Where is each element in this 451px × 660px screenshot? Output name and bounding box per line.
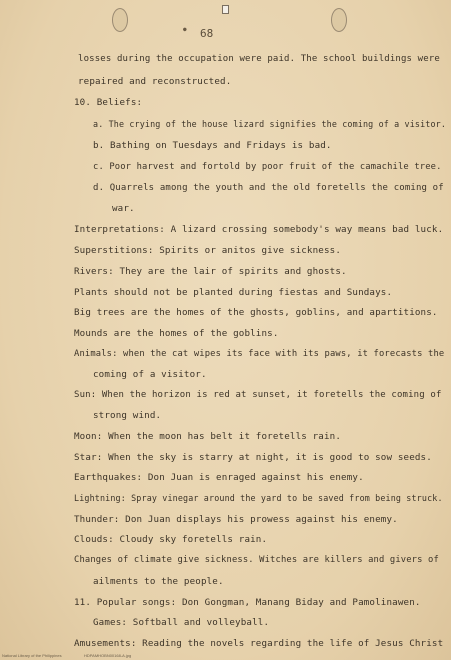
page-number: 68: [200, 27, 214, 40]
text-line: Rivers: They are the lair of spirits and ghosts.: [74, 266, 347, 277]
clip-mark: [222, 5, 229, 14]
text-line: Plants should not be planted during fiestas and Sundays.: [74, 287, 393, 298]
text-line: Big trees are the homes of the ghosts, goblins, and apartitions.: [74, 307, 438, 318]
text-line: Earthquakes: Don Juan is enraged against his enemy.: [74, 472, 364, 483]
list-item: c. Poor harvest and fortold by poor fruit of the camachile tree.: [93, 162, 442, 172]
text-line: war.: [112, 203, 135, 214]
text-line: Superstitions: Spirits or anitos give sickness.: [74, 245, 342, 256]
text-line: coming of a visitor.: [93, 369, 207, 380]
text-line: Thunder: Don Juan displays his prowess against his enemy.: [74, 514, 398, 525]
text-line: Changes of climate give sickness. Witches are killers and givers of: [74, 555, 439, 565]
text-line: Amusements: Reading the novels regarding the life of Jesus Christ: [74, 638, 444, 649]
text-line: losses during the occupation were paid. The school buildings were: [78, 54, 440, 64]
footer-filename: HDPAMHOBN00168-A.jpg: [84, 653, 132, 658]
text-line: Mounds are the homes of the goblins.: [74, 328, 279, 339]
text-line: Moon: When the moon has belt it foretells rain.: [74, 431, 342, 442]
list-item: d. Quarrels among the youth and the old foretells the coming of: [93, 183, 444, 193]
section-heading-popular-songs: 11. Popular songs: Don Gongman, Manang Biday and Pamolinawen.: [74, 597, 421, 608]
section-heading-beliefs: 10. Beliefs:: [74, 97, 143, 108]
footer-credit: National Library of the Philippines: [2, 653, 62, 658]
text-line: Animals: when the cat wipes its face with its paws, it forecasts the: [74, 349, 445, 359]
text-line: strong wind.: [93, 410, 162, 421]
text-line: Games: Softball and volleyball.: [93, 617, 270, 628]
list-item: b. Bathing on Tuesdays and Fridays is bad.: [93, 140, 332, 151]
ink-mark: ●: [183, 26, 187, 33]
text-line: ailments to the people.: [93, 576, 224, 587]
text-line: Clouds: Cloudy sky foretells rain.: [74, 534, 268, 545]
list-item: a. The crying of the house lizard signifies the coming of a visitor.: [93, 119, 447, 129]
text-line: Sun: When the horizon is red at sunset, it foretells the coming of: [74, 390, 442, 400]
text-line: Interpretations: A lizard crossing somebody's way means bad luck.: [74, 224, 444, 235]
binder-hole-right: [331, 8, 347, 32]
text-line: Star: When the sky is starry at night, it is good to sow seeds.: [74, 452, 432, 463]
text-line: repaired and reconstructed.: [78, 76, 232, 87]
text-line: Lightning: Spray vinegar around the yard to be saved from being struck.: [74, 493, 443, 503]
binder-hole-left: [112, 8, 128, 32]
